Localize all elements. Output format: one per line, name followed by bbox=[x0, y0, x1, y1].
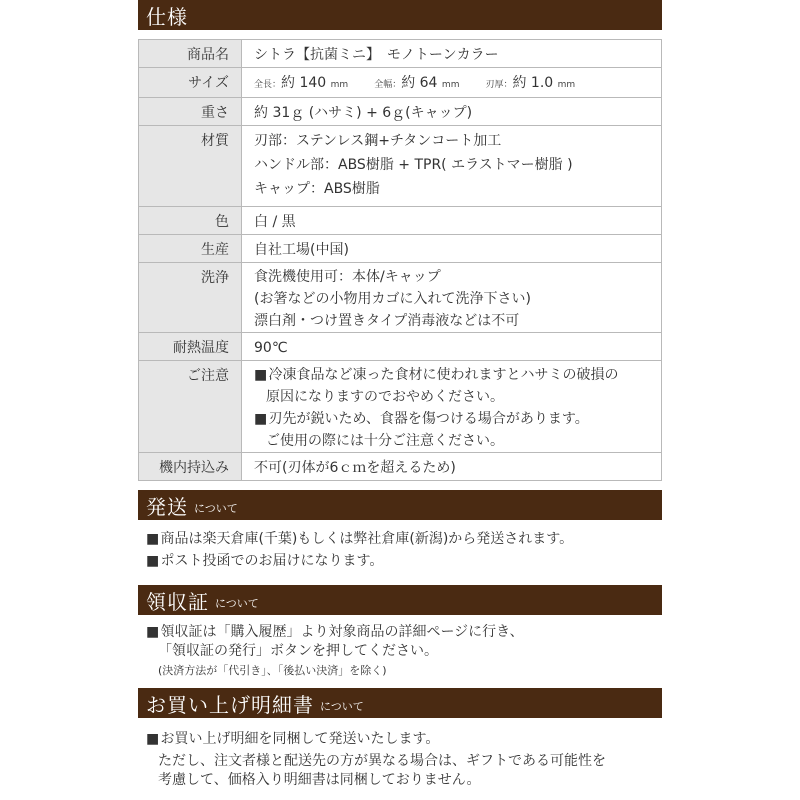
spec-row-production bbox=[139, 235, 662, 263]
bullet-icon: ■ bbox=[146, 553, 160, 569]
spec-row-caution bbox=[139, 361, 662, 453]
spec-label: 材質 bbox=[139, 126, 242, 207]
shipping-list bbox=[146, 528, 666, 572]
statement-body: ■ お買い上げ明細を同梱して発送いたします。 ただし、注文者様と配送先の方が異なる場合は、ギフトである可能性を 考慮して、価格入り明細書は同梱しておりません。 bbox=[146, 731, 606, 788]
spec-label: 色 bbox=[139, 207, 242, 235]
spec-row-weight bbox=[139, 98, 662, 126]
spec-row-heat bbox=[139, 333, 662, 361]
spec-value: 90℃ bbox=[242, 333, 662, 361]
spec-value: 自社工場(中国) bbox=[242, 235, 662, 263]
spec-row-name bbox=[139, 40, 662, 68]
spec-label: 洗浄 bbox=[139, 263, 242, 333]
spec-label: 重さ bbox=[139, 98, 242, 126]
receipt-title: 領収証 bbox=[146, 589, 209, 614]
shipping-title: 発送 bbox=[146, 494, 188, 519]
spec-row-color bbox=[139, 207, 662, 235]
spec-label: サイズ bbox=[139, 68, 242, 98]
statement-title: お買い上げ明細書 bbox=[146, 692, 314, 717]
spec-row-washing bbox=[139, 263, 662, 333]
spec-value: ■ 冷凍食品など凍った食材に使われますとハサミの破損の 原因になりますのでおやめください。 ■ 刃先が鋭いため、食器を傷つける場合があります。 ご使用の際には十分ご注意ください。 bbox=[242, 361, 662, 453]
list-item: ■ ポスト投函でのお届けになります。 bbox=[146, 550, 666, 572]
spec-value: シトラ【抗菌ミニ】 モノトーンカラー bbox=[242, 40, 662, 68]
spec-label: ご注意 bbox=[139, 361, 242, 453]
spec-value: 全長：約 140 mm 全幅：約 64 mm 刃厚：約 1.0 mm bbox=[242, 68, 662, 98]
receipt-subtitle: について bbox=[215, 597, 259, 610]
receipt-note: (決済方法が「代引き」、「後払い決済」を除く) bbox=[158, 664, 387, 677]
spec-value: 食洗機使用可：本体/キャップ (お箸などの小物用カゴに入れて洗浄下さい) 漂白剤・つけ置きタイプ消毒液などは不可 bbox=[242, 263, 662, 333]
spec-row-size bbox=[139, 68, 662, 98]
spec-value: 白 / 黒 bbox=[242, 207, 662, 235]
list-item: ■ 商品は楽天倉庫(千葉)もしくは弊社倉庫(新潟)から発送されます。 bbox=[146, 528, 666, 550]
spec-label: 耐熱温度 bbox=[139, 333, 242, 361]
spec-value: 刃部：ステンレス鋼+チタンコート加工 ハンドル部：ABS樹脂 + TPR( エラストマー樹脂 ) キャップ：ABS樹脂 bbox=[242, 126, 662, 207]
bullet-icon: ■ bbox=[254, 411, 268, 427]
bullet-icon: ■ bbox=[146, 624, 160, 640]
shipping-subtitle: について bbox=[194, 502, 238, 515]
receipt-header bbox=[138, 585, 662, 615]
statement-subtitle: について bbox=[320, 700, 364, 713]
spec-label: 生産 bbox=[139, 235, 242, 263]
spec-label: 機内持込み bbox=[139, 453, 242, 481]
spec-row-material bbox=[139, 126, 662, 207]
bullet-icon: ■ bbox=[146, 731, 160, 747]
spec-title: 仕様 bbox=[146, 4, 188, 29]
spec-value: 不可(刃体が6ｃｍを超えるため) bbox=[242, 453, 662, 481]
shipping-header bbox=[138, 490, 662, 520]
statement-header bbox=[138, 688, 662, 718]
bullet-icon: ■ bbox=[146, 531, 160, 547]
spec-label: 商品名 bbox=[139, 40, 242, 68]
spec-value: 約 31ｇ (ハサミ) + 6ｇ(キャップ) bbox=[242, 98, 662, 126]
spec-row-carryon bbox=[139, 453, 662, 481]
bullet-icon: ■ bbox=[254, 367, 268, 383]
spec-table bbox=[138, 39, 662, 481]
spec-header bbox=[138, 0, 662, 30]
receipt-body: ■ 領収証は「購入履歴」より対象商品の詳細ページに行き、 「領収証の発行」ボタンを押してください。 (決済方法が「代引き」、「後払い決済」を除く) bbox=[146, 623, 666, 680]
